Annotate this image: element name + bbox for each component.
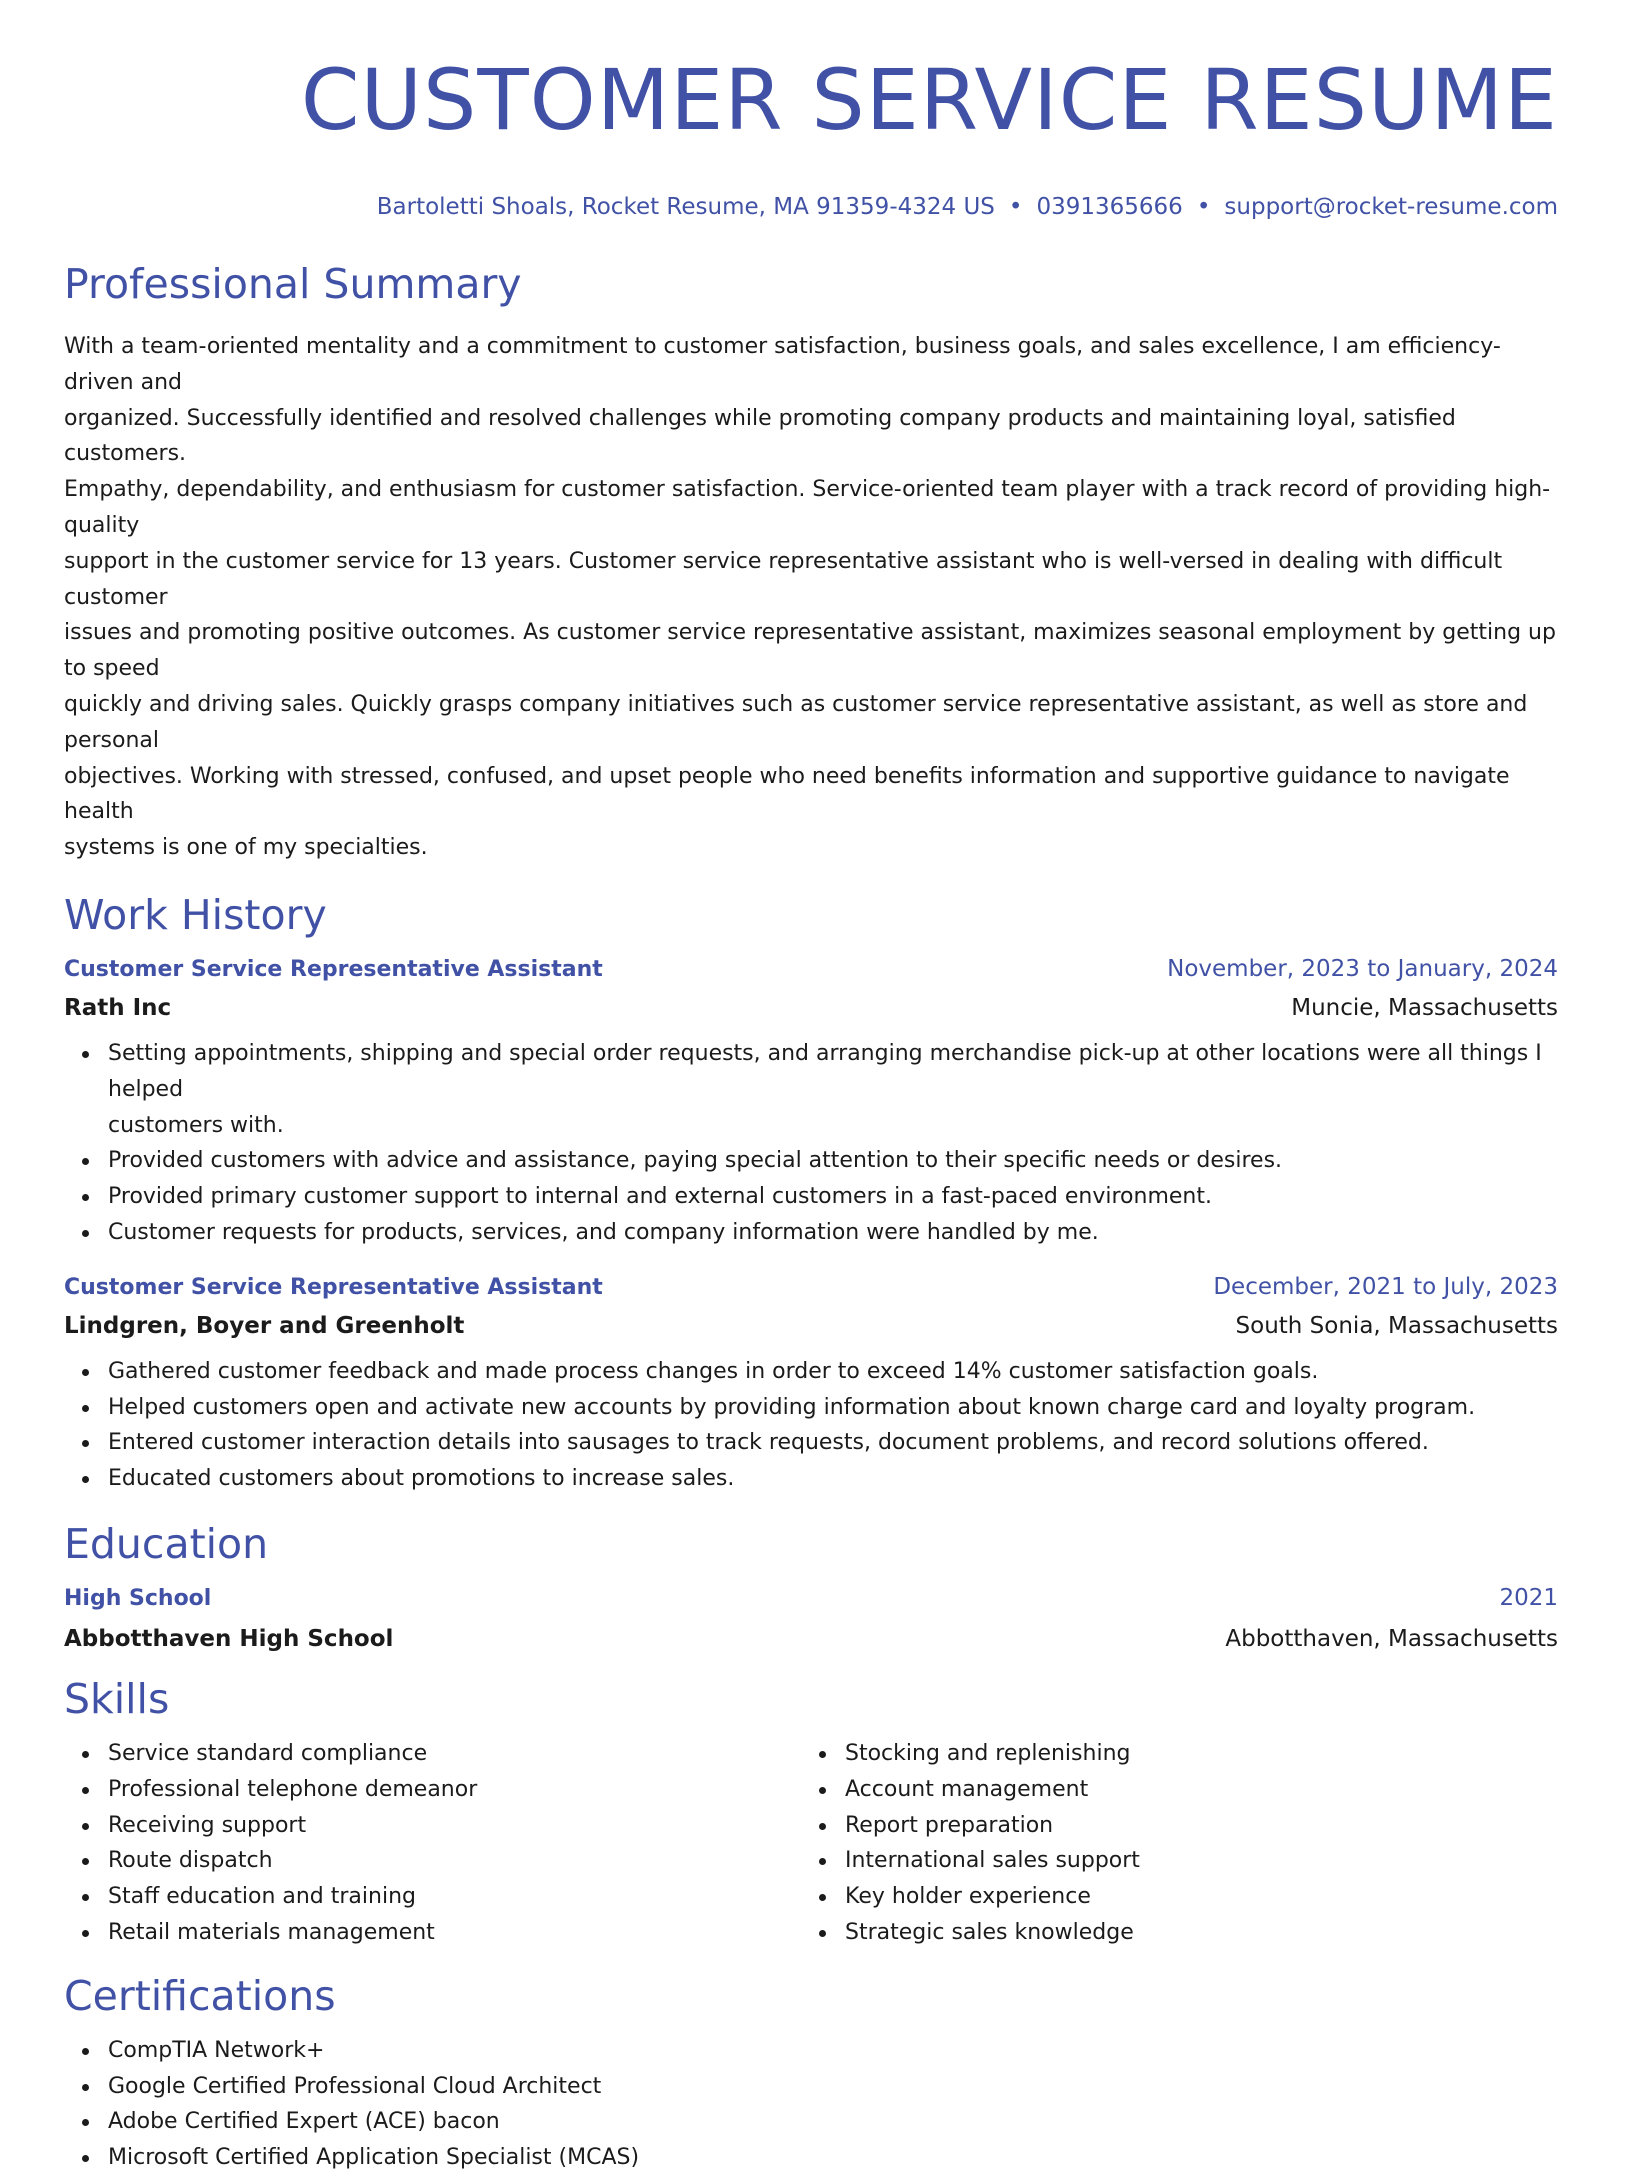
job-entry — [64, 1272, 1558, 1497]
resume-title: CUSTOMER SERVICE RESUME — [300, 51, 1558, 149]
list-item: Helped customers open and activate new accounts by providing information about known charge card and loyalty program. — [108, 1390, 1558, 1426]
job-location: South Sonia, Massachusetts — [1235, 1312, 1558, 1339]
summary-line: With a team-oriented mentality and a commitment to customer satisfaction, business goals, and sales excellence, I am efficiency-driven and — [64, 334, 1501, 395]
contact-separator: • — [1196, 194, 1211, 220]
section-heading-work-history: Work History — [64, 890, 327, 939]
list-item: CompTIA Network+ — [108, 2033, 1558, 2069]
summary-line: objectives. Working with stressed, confused, and upset people who need benefits information and supportive guidance to navigate health — [64, 763, 1510, 825]
job-dates: December, 2021 to July, 2023 — [1213, 1273, 1558, 1300]
job-location: Muncie, Massachusetts — [1291, 994, 1558, 1021]
list-item: Gathered customer feedback and made process changes in order to exceed 14% customer satisfaction goals. — [108, 1354, 1558, 1390]
job-dates: November, 2023 to January, 2024 — [1167, 955, 1558, 982]
list-item: Professional telephone demeanor — [108, 1772, 801, 1808]
list-item: Setting appointments, shipping and special order requests, and arranging merchandise pick-up at other locations were all things I helped customers with. — [108, 1036, 1558, 1143]
summary-line: Empathy, dependability, and enthusiasm for customer satisfaction. Service-oriented team player with a track record of providing high-quality — [64, 477, 1551, 538]
list-item: Report preparation — [845, 1808, 1538, 1844]
education-location: Abbotthaven, Massachusetts — [1225, 1625, 1558, 1652]
list-item: Microsoft Certified Application Specialist (MCAS) — [108, 2140, 1558, 2176]
summary-line: systems is one of my specialties. — [64, 835, 428, 861]
contact-email[interactable]: support@rocket-resume.com — [1224, 194, 1558, 220]
section-heading-summary: Professional Summary — [64, 260, 522, 308]
summary-line: quickly and driving sales. Quickly grasps company initiatives such as customer service representative assistant, as well as store and personal — [64, 691, 1528, 753]
list-item: Entered customer interaction details into sausages to track requests, document problems, and record solutions offered. — [108, 1425, 1558, 1461]
section-heading-certifications: Certifications — [64, 1971, 336, 2020]
list-item: Service standard compliance — [108, 1736, 801, 1772]
summary-line: organized. Successfully identified and resolved challenges while promoting company products and maintaining loyal, satisfied customers. — [64, 405, 1456, 467]
list-item: Provided primary customer support to internal and external customers in a fast-paced environment. — [108, 1179, 1558, 1215]
contact-line — [64, 192, 1558, 222]
list-item: Staff education and training — [108, 1879, 801, 1915]
job-bullets — [64, 1354, 1558, 1497]
job-company: Rath Inc — [64, 994, 172, 1021]
education-entry — [64, 1583, 1558, 1654]
list-item: Retail materials management — [108, 1915, 801, 1951]
skills-column-left — [64, 1736, 801, 1951]
job-title: Customer Service Representative Assistant — [64, 956, 603, 982]
list-item: Adobe Certified Expert (ACE) bacon — [108, 2104, 1558, 2140]
education-school: Abbotthaven High School — [64, 1625, 394, 1652]
education-year: 2021 — [1499, 1584, 1558, 1611]
summary-line: issues and promoting positive outcomes. As customer service representative assistant, maximizes seasonal employment by getting up to speed — [64, 620, 1556, 682]
education-degree: High School — [64, 1585, 212, 1611]
list-item: Provided customers with advice and assistance, paying special attention to their specific needs or desires. — [108, 1143, 1558, 1179]
job-entry — [64, 954, 1558, 1251]
list-item: Educated customers about promotions to increase sales. — [108, 1461, 1558, 1497]
list-item: Strategic sales knowledge — [845, 1915, 1538, 1951]
list-item: Receiving support — [108, 1808, 801, 1844]
summary-line: support in the customer service for 13 years. Customer service representative assistant who is well-versed in dealing with difficult customer — [64, 548, 1503, 610]
job-title: Customer Service Representative Assistant — [64, 1274, 603, 1300]
list-item: International sales support — [845, 1843, 1538, 1879]
resume-page — [64, 50, 1558, 2176]
skills-column-right — [801, 1736, 1538, 1951]
list-item: Key holder experience — [845, 1879, 1538, 1915]
skills-list — [64, 1736, 1558, 1951]
job-bullets — [64, 1036, 1558, 1251]
section-heading-skills: Skills — [64, 1674, 170, 1723]
certifications-list — [64, 2033, 1558, 2176]
job-company: Lindgren, Boyer and Greenholt — [64, 1312, 465, 1339]
contact-separator: • — [1008, 194, 1023, 220]
contact-address: Bartoletti Shoals, Rocket Resume, MA 91359-4324 US — [376, 194, 995, 220]
list-item: Stocking and replenishing — [845, 1736, 1538, 1772]
list-item: Route dispatch — [108, 1843, 801, 1879]
contact-phone: 0391365666 — [1036, 194, 1183, 220]
list-item: Customer requests for products, services, and company information were handled by me. — [108, 1215, 1558, 1251]
list-item: Google Certified Professional Cloud Architect — [108, 2069, 1558, 2105]
list-item: Account management — [845, 1772, 1538, 1808]
section-heading-education: Education — [64, 1519, 269, 1568]
summary-paragraph — [64, 329, 1558, 866]
